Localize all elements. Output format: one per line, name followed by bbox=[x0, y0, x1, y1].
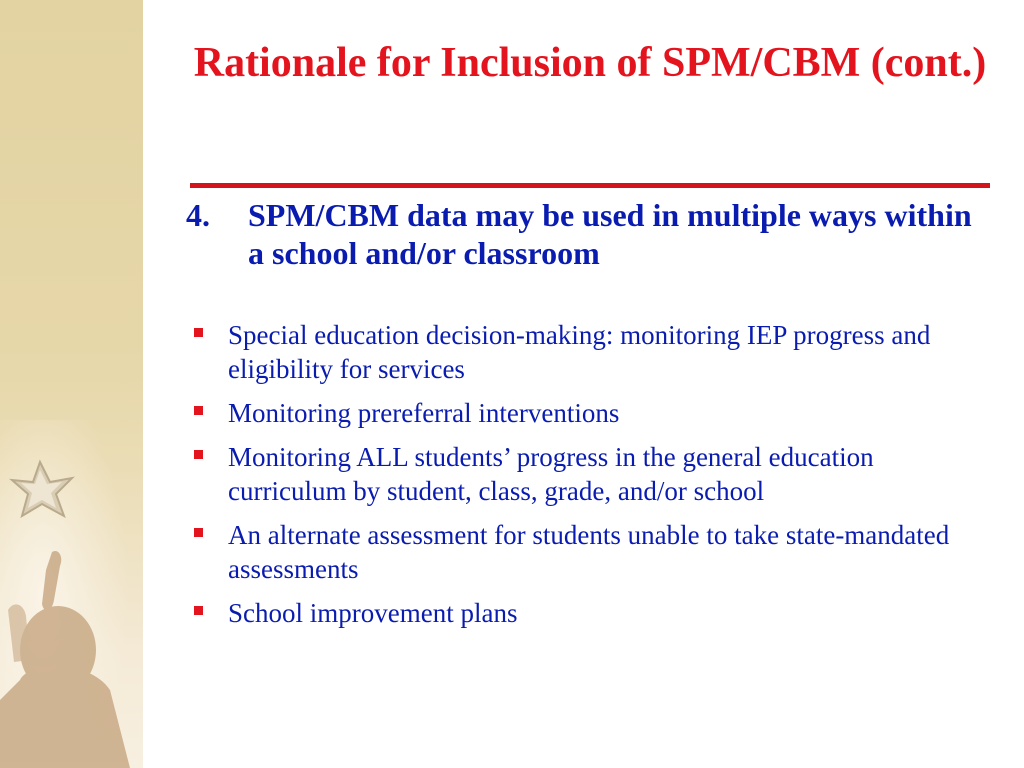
numbered-point bbox=[186, 196, 986, 272]
point-text: SPM/CBM data may be used in multiple ways within a school and/or classroom bbox=[248, 197, 972, 271]
list-item bbox=[190, 318, 980, 386]
bullet-text: An alternate assessment for students unable to take state-mandated assessments bbox=[228, 520, 950, 584]
bullet-square-icon bbox=[194, 406, 203, 415]
bullet-square-icon bbox=[194, 528, 203, 537]
list-item bbox=[190, 440, 980, 508]
list-item bbox=[190, 596, 980, 630]
bullet-square-icon bbox=[194, 328, 203, 337]
slide-title: Rationale for Inclusion of SPM/CBM (cont.) bbox=[193, 40, 987, 86]
point-number: 4. bbox=[186, 197, 210, 233]
bullet-square-icon bbox=[194, 606, 203, 615]
list-item bbox=[190, 518, 980, 586]
title-divider bbox=[190, 183, 990, 188]
side-decoration-panel bbox=[0, 0, 143, 768]
bullet-text: Monitoring prereferral interventions bbox=[228, 398, 620, 428]
bullet-text: School improvement plans bbox=[228, 598, 518, 628]
star-and-child-reaching-illustration bbox=[0, 0, 143, 768]
bullet-list bbox=[190, 318, 980, 640]
bullet-text: Monitoring ALL students’ progress in the general education curriculum by student, class, grade, and/or school bbox=[228, 442, 874, 506]
bullet-square-icon bbox=[194, 450, 203, 459]
bullet-text: Special education decision-making: monitoring IEP progress and eligibility for services bbox=[228, 320, 931, 384]
list-item bbox=[190, 396, 980, 430]
